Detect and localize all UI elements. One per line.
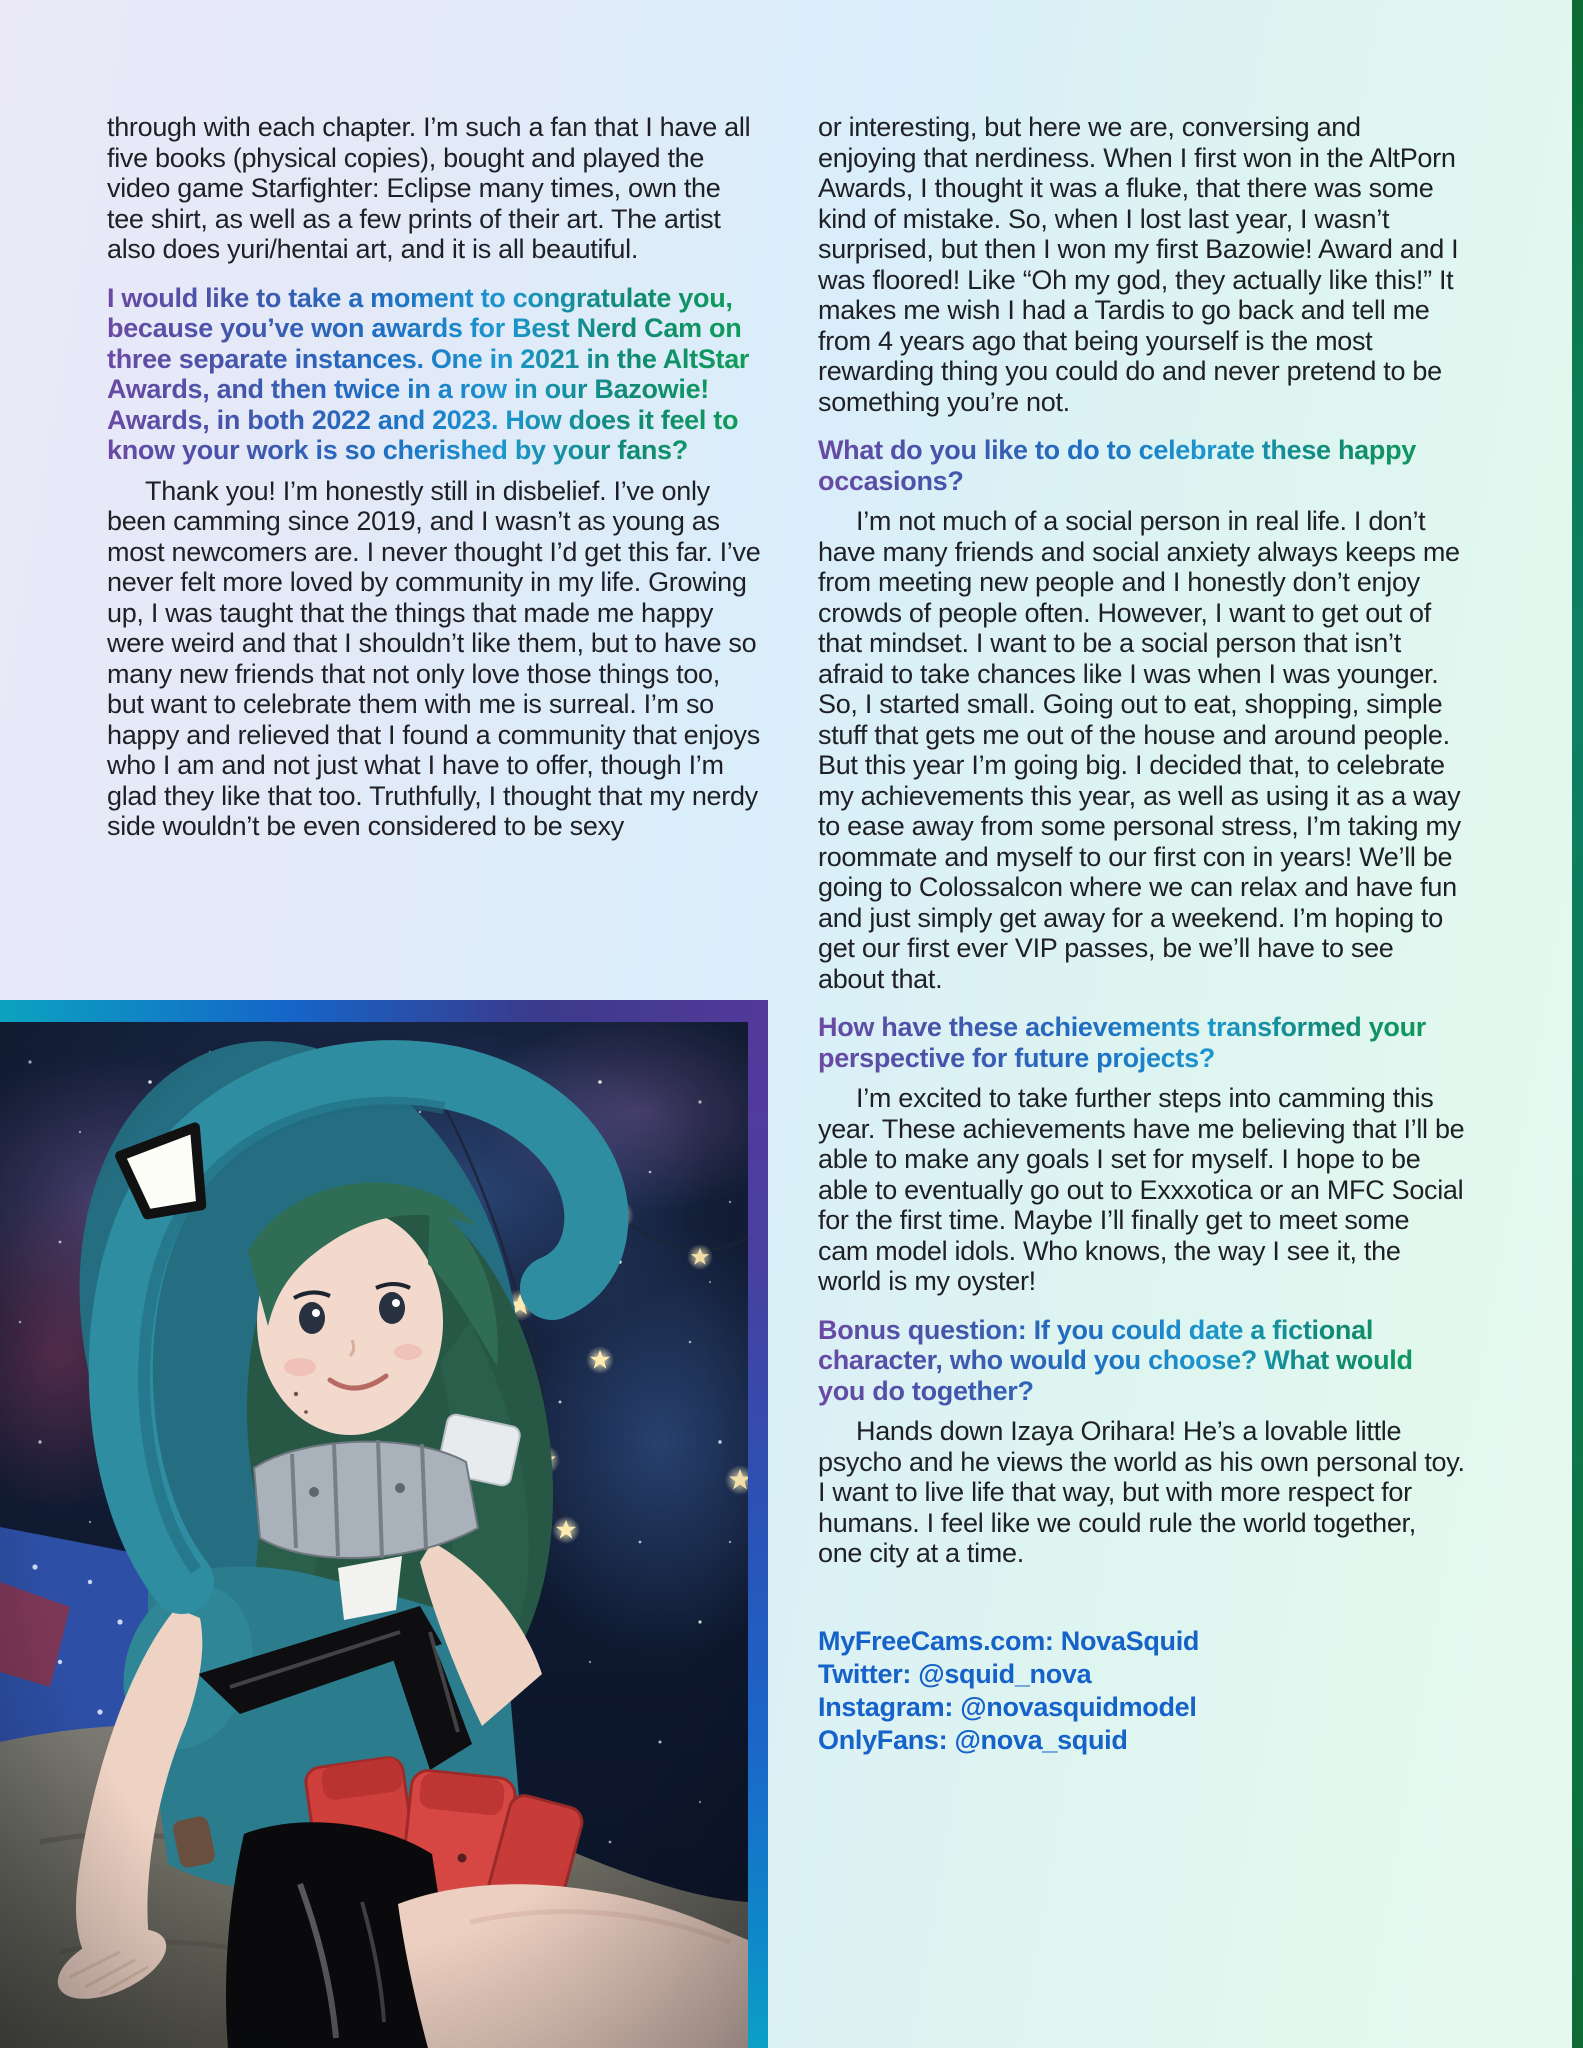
photo-right-border [748, 1022, 768, 2048]
interview-answer-awards: Thank you! I’m honestly still in disbelief. I’ve only been camming since 2019, and I wasn’t as young as most newcomers are. I never thought I’d get this far. I’ve never felt more loved by community in my life. Growing up, I was taught that the things that made me happy were weird and that I shouldn’t like them, but to have so many new friends that not only love those things too, but want to celebrate them with me is surreal. I’m so happy and relieved that I found a community that enjoys who I am and not just what I have to offer, though I’m glad they like that too. Truthfully, I thought that my nerdy side wouldn’t be even considered to be sexy [107, 475, 761, 841]
interview-answer-continued: or interesting, but here we are, conversing and enjoying that nerdiness. When I first won in the AltPorn Awards, I thought it was a fluke, that there was some kind of mistake. So, when I lost last year, I wasn’t surprised, but then I won my first Bazowie! Award and I was floored! Like “Oh my god, they actually like this!” It makes me wish I had a Tardis to go back and tell me from 4 years ago that being yourself is the most rewarding thing you could do and never pretend to be something you’re not. [818, 112, 1459, 417]
left-text-column [107, 112, 762, 860]
social-links [818, 1625, 1466, 1757]
article-continued-paragraph: through with each chapter. I’m such a fan that I have all five books (physical copies), bought and played the video game Starfighter: Eclipse many times, own the tee shirt, as well as a few prints of their art. The artist also does yuri/hentai art, and it is all beautiful. [107, 112, 751, 264]
interview-photo [0, 1000, 768, 2048]
right-text-column [818, 112, 1466, 1757]
social-link-instagram: Instagram: @novasquidmodel [818, 1691, 1197, 1722]
interview-answer-bonus: Hands down Izaya Orihara! He’s a lovable little psycho and he views the world as his own personal toy. I want to live life that way, but with more respect for humans. I feel like we could rule the world together, one city at a time. [818, 1416, 1465, 1568]
cosplay-photo-illustration [0, 1022, 748, 2048]
interview-answer-achievements: I’m excited to take further steps into camming this year. These achievements have me believing that I’ll be able to make any goals I set for myself. I hope to be able to eventually go out to Exxxotica or an MFC Social for the first time. Maybe I’ll finally get to meet some cam model idols. Who knows, the way I see it, the world is my oyster! [818, 1083, 1465, 1296]
interview-question-awards: I would like to take a moment to congratulate you, because you’ve won awards for Best Nerd Cam on three separate instances. One in 2021 in the AltStar Awards, and then twice in a row in our Bazowie! Awards, in both 2022 and 2023. How does it feel to know your work is so cherished by your fans? [107, 283, 762, 466]
interview-question-bonus: Bonus question: If you could date a fictional character, who would you choose? What would you do together? [818, 1315, 1466, 1407]
social-link-onlyfans: OnlyFans: @nova_squid [818, 1724, 1128, 1755]
photo-top-border [0, 1000, 768, 1022]
interview-answer-celebrate: I’m not much of a social person in real life. I don’t have many friends and social anxiety always keeps me from meeting new people and I honestly don’t enjoy crowds of people often. However, I want to get out of that mindset. I want to be a social person that isn’t afraid to take chances like I was when I was younger. So, I started small. Going out to eat, shopping, simple stuff that gets me out of the house and around people. But this year I’m going big. I decided that, to celebrate my achievements this year, as well as using it as a way to ease away from some personal stress, I’m taking my roommate and myself to our first con in years! We’ll be going to Colossalcon where we can relax and have fun and just simply get away for a weekend. I’m hoping to get our first ever VIP passes, be we’ll have to see about that. [818, 506, 1461, 994]
interview-question-achievements: How have these achievements transformed your perspective for future projects? [818, 1012, 1466, 1073]
vignette [0, 1022, 748, 2048]
page-edge-accent-strip [1572, 0, 1583, 2048]
interview-question-celebrate: What do you like to do to celebrate these happy occasions? [818, 435, 1466, 496]
social-link-myfreecams: MyFreeCams.com: NovaSquid [818, 1625, 1200, 1656]
social-link-twitter: Twitter: @squid_nova [818, 1658, 1092, 1689]
